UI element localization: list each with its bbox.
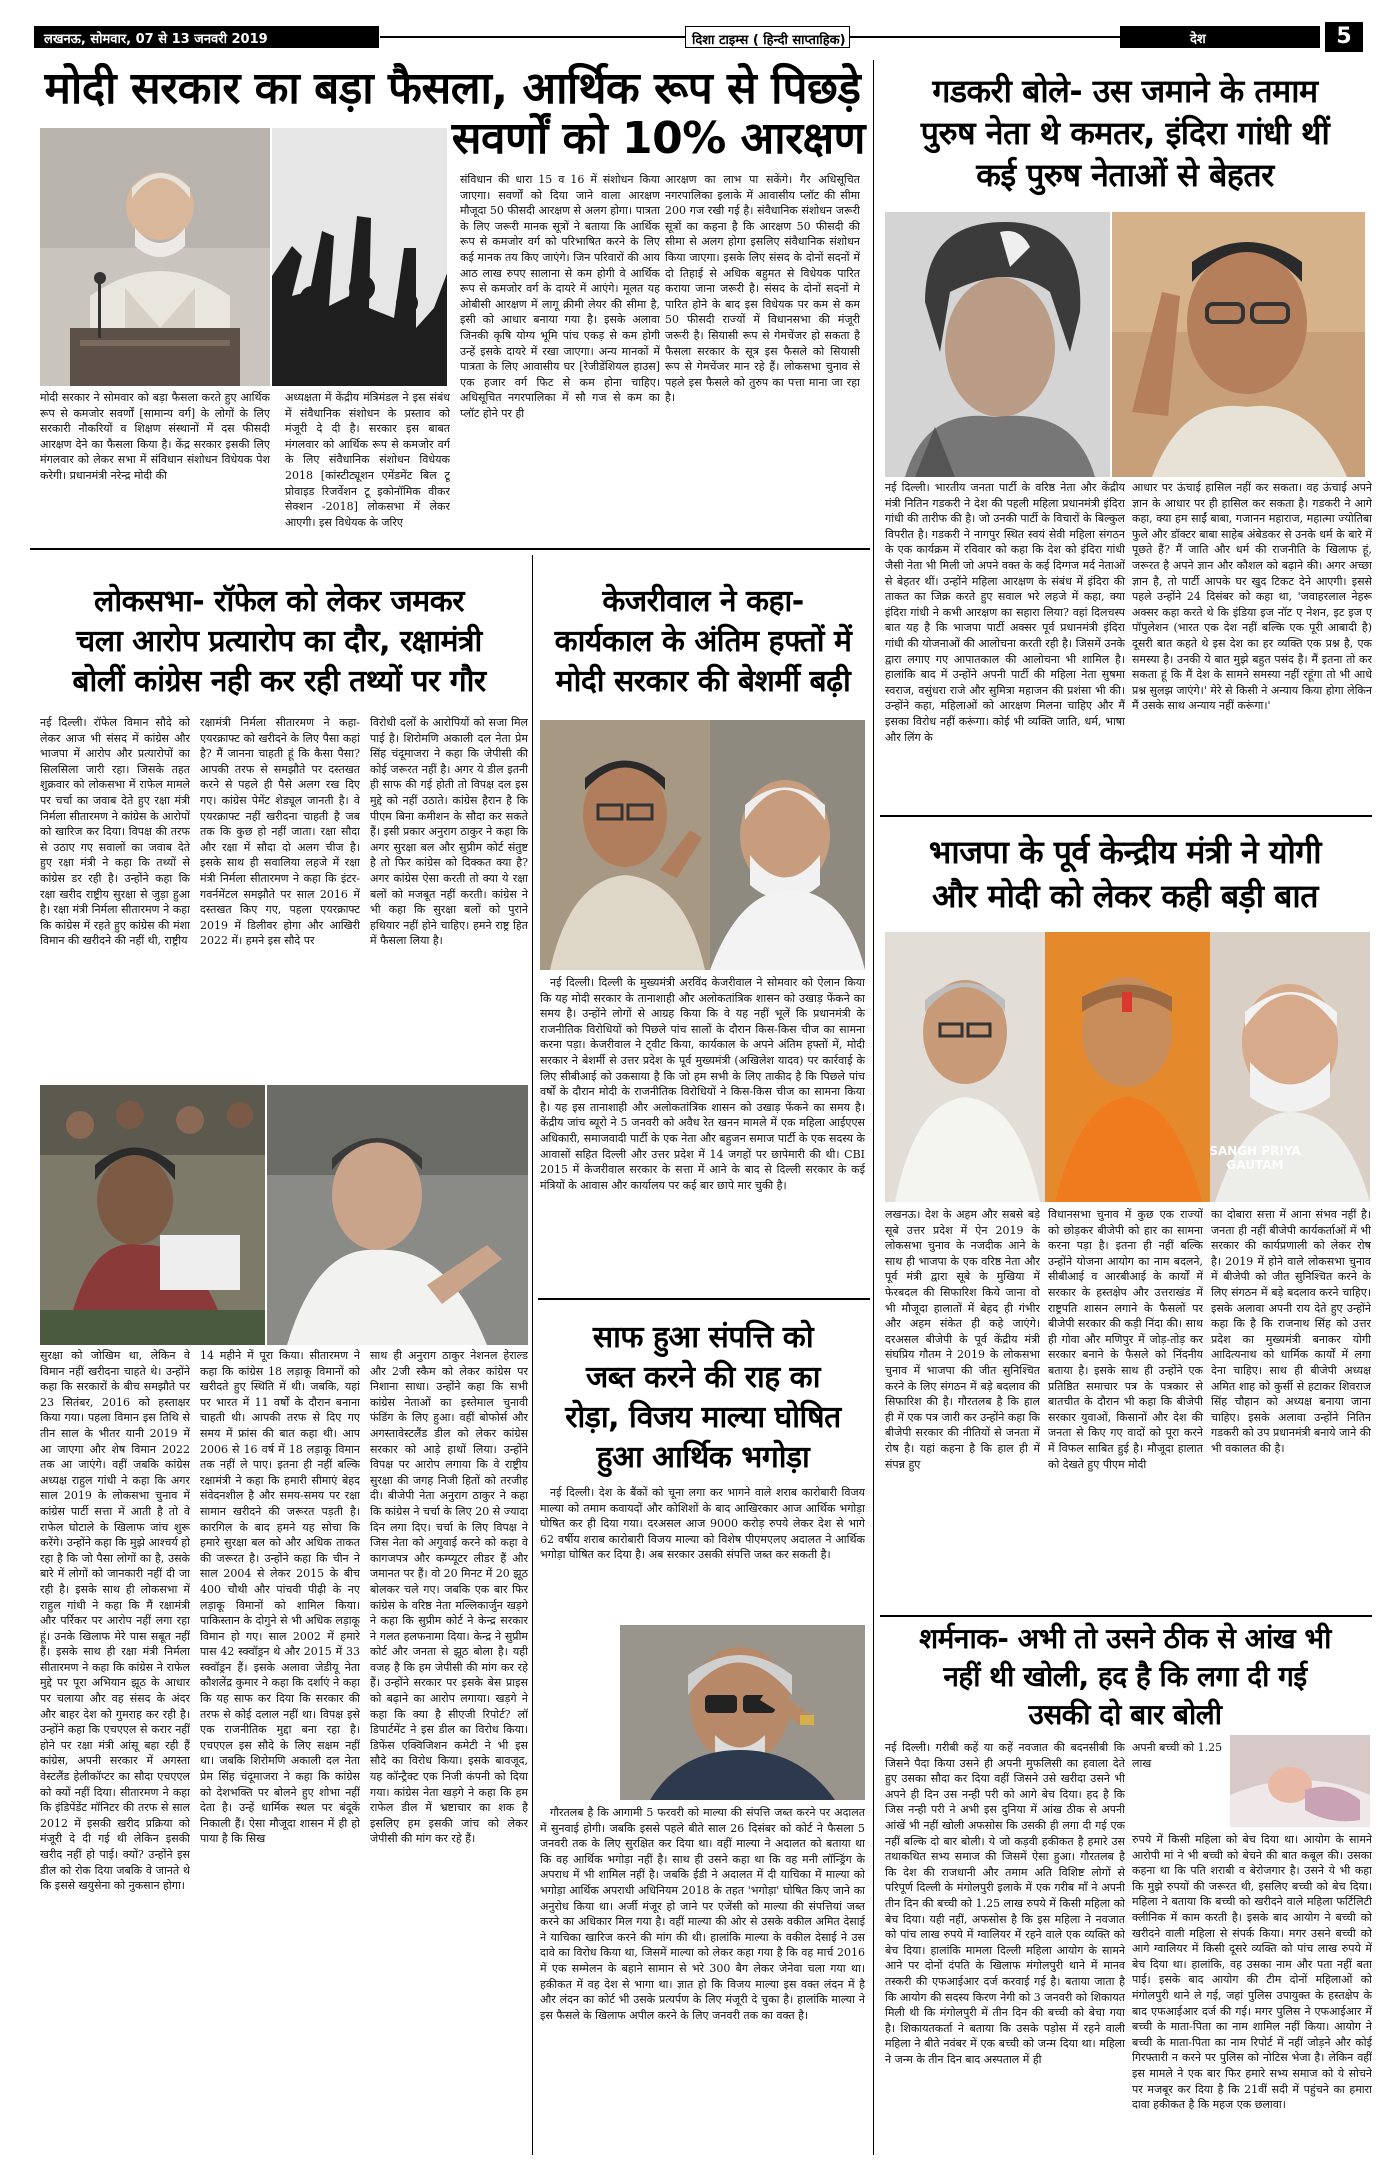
center-column-rule	[873, 60, 874, 2155]
story2-column-1: नई दिल्ली। भारतीय जनता पार्टी के वरिष्ठ नेता और केंद्रीय मंत्री नितिन गडकरी ने देश की पहली महिला प्रधानमंत्री इंदिरा गांधी की तारीफ की है। जो उनकी पार्टी के विचारों के बिल्कुल विपरीत है। गडकरी ने नागपुर स्थित स्वयं सेवी महिला संगठन के एक कार्यक्रम में रविवार को कहा कि देश को इंदिरा गांधी जैसी नेता भी मिली जो अपने वक्त के कई दिग्गज मर्द नेताओं से बेहतर थीं। उन्होंने महिला आरक्षण के संबंध में इंदिरा की ताकत का जिक्र करते हुए सवाल भरे लहजे में कहा, क्या इंदिरा गांधी ने कभी आरक्षण का सहारा लिया? वहां दिलचस्प बात यह है कि भाजपा पार्टी अक्सर पूर्व प्रधानमंत्री इंदिरा गांधी की योजनाओं की आलोचना करती रही है। जिसमें उनके द्वारा लगाए गए आपातकाल की आलोचना भी शामिल है। हालांकि बाद में उन्होंने अपनी पार्टी की महिला नेता सुषमा स्वराज, वसुंधरा राजे और सुमित्रा महाजन की प्रशंसा भी की। उन्होंने कहा, महिलाओं को आरक्षण मिलना चाहिए और मैं इसका विरोध नहीं करूंगा। कोई भी व्यक्ति जाति, धर्म, भाषा और लिंग के	[885, 481, 1125, 744]
nitin-gadkari-photo	[1112, 212, 1365, 477]
story6-headline-line1: भाजपा के पूर्व केन्द्रीय मंत्री ने योगी	[928, 833, 1322, 871]
story7-headline-line1: शर्मनाक- अभी तो उसने ठीक से आंख भी	[919, 1622, 1331, 1655]
story3-column-3: विरोधी दलों के आरोपियों को सजा मिल पाई है। शिरोमणि अकाली दल नेता प्रेम सिंह चंदूमाजरा ने कहा कि जेपीसी की कोई जरूरत नहीं है। अगर ये डील इतनी ही साफ की गई होती तो विपक्ष दल इस मुद्दे को नहीं उठाते। कांग्रेस हैरान है कि पीएम बिना कमीशन के सौदा कर सकते हैं। इसी प्रकार अनुराग ठाकुर ने कहा कि अगर सुरक्षा बल और सुप्रीम कोर्ट संतुष्ट है तो फिर कांग्रेस को दिक्कत क्या है? अगर कांग्रेस ऐसा करती तो क्या ये रक्षा बलों को मजबूत नहीं करती। कांग्रेस ने भी कहा कि सुरक्षा बलों को पुराने हथियार नहीं होने चाहिए। हमने राष्ट्र हित में फैसला लिया है।	[370, 716, 528, 948]
story5-headline-line3: रोड़ा, विजय माल्या घोषित	[565, 1400, 841, 1435]
story3-headline-line3: बोलीं कांग्रेस नही कर रही तथ्यों पर गौर	[72, 664, 486, 699]
vijay-mallya-photo	[620, 1625, 865, 1800]
dateline: लखनऊ, सोमवार, 07 से 13 जनवरी 2019	[34, 26, 379, 48]
story3-headline	[30, 582, 528, 702]
indira-gandhi-photo	[885, 212, 1110, 477]
paper-name: दिशा टाइम्स ( हिन्दी साप्ताहिक)	[685, 26, 850, 48]
story3-column-2: रक्षामंत्री निर्मला सीतारमण ने कहा- एयरक्राफ्ट को खरीदने के लिए पैसा कहां है? मैं जानना चाहती हूं कि कैसा पैसा? आपकी तरफ से समझौते पर दस्तखत करने से पहले ही पैसे अलग रख दिए गए। कांग्रेस पेमेंट शेड्यूल जानती है। वे एयरक्राफ्ट नहीं खरीदना चाहती है जब तक कि कुछ हो नहीं जाता। रक्षा सौदा और रक्षा में सौदा दो अलग चीज है। इसके साथ ही सवालिया लहजे में रक्षा मंत्री निर्मला सीतारमण ने कहा कि इंटर-गवर्नमेंटल समझौते पर साल 2016 में दस्तखत किए गए, पहला एयरक्राफ्ट 2019 में डिलीवर होगा और आखिरी 2022 में। हमने इस सौदे पर	[200, 716, 360, 948]
story4-headline-line2: कार्यकाल के अंतिम हफ्तों में	[554, 624, 852, 659]
story7-headline-line3: उसकी दो बार बोली	[1028, 1698, 1222, 1731]
story7-column-1: नई दिल्ली। गरीबी कहें या कहें नवजात की बदनसीबी कि जिसने पैदा किया उसने ही अपनी मुफलिसी का हवाला देते हुए उसका सौदा कर दिया वहीं जिसने उसे खरीदा उसने भी अपने ही दिन उस नन्ही परी को आगे बेच दिया। हद है कि जिस नन्ही परी ने अभी इस दुनिया में आंख ठीक से अपनी आंखें भी नहीं खोली अफसोस कि उसकी ही लगा दी गई एक नहीं बल्कि दो बार बोली। ये जो कड़वी हकीकत है हमारे उस तथाकथित सभ्य समाज की जिसमें ऐसा हुआ। गौरतलब है कि देश की राजधानी और तमाम अति विशिष्ट लोगों से परिपूर्ण दिल्ली के मंगोलपुरी इलाके में एक गरीब माँ ने अपनी तीन दिन की बच्ची को 1.25 लाख रुपये में किसी महिला को बेच दिया। यही नहीं, अफसोस है कि इस महिला ने नवजात को पांच लाख रुपये में ग्वालियर में रहने वाले एक व्यक्ति को बेच दिया। हालांकि मामला दिल्ली महिला आयोग के सामने आने पर दोनों दंपति के खिलाफ मंगोलपुरी थाने में मानव तस्करी की एफआईआर दर्ज करवाई गई है। बताया जाता है कि आयोग की सदस्य किरण नेगी को 3 जनवरी को शिकायत मिली थी कि मंगोलपुरी में तीन दिन की बच्ची को बेचा गया है। शिकायतकर्ता ने बताया कि उसके पड़ोस में रहने वाली महिला ने बीते नवंबर में एक बच्ची को जन्म दिया था। महिला ने जन्म के तीन दिन बाद अस्पताल में ही	[885, 1741, 1125, 2066]
story5-body: गौरतलब है कि आगामी 5 फरवरी को माल्या की संपत्ति जब्त करने पर अदालत में सुनवाई होगी। जबकि इससे पहले बीते साल 26 दिसंबर को कोर्ट ने फैसला 5 जनवरी तक के लिए सुरक्षित कर दिया था। वहीं माल्या ने अदालत को बताया था कि वह आर्थिक भगोड़ा नहीं है। साथ ही उसने कहा था कि वह मनी लॉन्ड्रिंग के अपराध में भी शामिल नहीं है। जबकि ईडी ने अदालत में दी याचिका में माल्या को भगोड़ा आर्थिक अपराधी अधिनियम 2018 के तहत 'भगोड़ा' घोषित किए जाने का अनुरोध किया था। अर्जी मंजूर हो जाने पर एजेंसी को माल्या की संपत्तियां जब्त करने का अधिकार मिल गया है। वहीं माल्या की ओर से उसके वकील अमित देसाई ने याचिका खारिज करने की मांग की थी। हालांकि माल्या के वकील देसाई ने उस दावे का विरोध किया था, जिसमें माल्या को लेकर कहा गया है कि वह मार्च 2016 में एक सम्मेलन के बहाने सामान से भरे 300 बैग लेकर जेनेवा चला गया था। हकीकत में वह देश से भागा था। ज्ञात हो कि विजय माल्या इस वक्त लंदन में है और लंदन का कोर्ट भी उसके प्रत्यर्पण के लिए मंजूरी दे चुका है। हालांकि माल्या ने इस फैसले के खिलाफ अपील करने के लिए जनवरी तक का वक्त है।	[540, 1806, 865, 2022]
kejriwal-modi-photo	[540, 720, 865, 970]
story6-bottom-rule	[880, 1615, 1372, 1617]
story3-headline-line2: चला आरोप प्रत्यारोप का दौर, रक्षामंत्री	[76, 624, 482, 659]
story2-headline-line3: कई पुरुष नेताओं से बेहतर	[976, 156, 1274, 194]
story7-headline	[880, 1620, 1370, 1734]
newborn-baby-photo	[1230, 1735, 1370, 1827]
story5-headline-line2: जब्त करने की राह का	[586, 1360, 820, 1395]
header-rule-right	[850, 36, 1120, 38]
story6-column-3: का दोबारा सत्ता में आना संभव नहीं है। जनता ही नहीं बीजेपी कार्यकर्ताओं में भी सरकार की कार्यप्रणाली को लेकर रोष है। 2019 में होने वाले लोकसभा चुनाव में बीजेपी को जीत सुनिश्चित करने के लिए संगठन में बड़े बदलाव करने चाहिए। इसके अलावा अपनी राय देते हुए उन्होंने कहा कि है कि राजनाथ सिंह को उत्तर प्रदेश का मुख्यमंत्री बनाकर योगी आदित्यनाथ को धार्मिक कार्यों में लगा देना चाहिए। साथ ही बीजेपी अध्यक्ष अमित शाह को कुर्सी से हटाकर शिवराज सिंह चौहान को अध्यक्ष बनाया जाना चाहिए। इसके अलावा उन्होंने नितिन गडकरी को उप प्रधानमंत्री बनाये जाने की भी वकालत की है।	[1211, 1208, 1371, 1455]
story7-column-2-top: अपनी बच्ची को 1.25 लाख	[1132, 1741, 1223, 1770]
story1-bottom-rule	[30, 548, 870, 550]
modi-podium-photo	[40, 128, 270, 386]
story4-bottom-rule	[538, 1298, 870, 1300]
story5-intro: नई दिल्ली। देश के बैंकों को चूना लगा कर भागने वाले शराब कारोबारी विजय माल्या को तमाम कवायदों और कोशिशों के बाद आखिरकार आज आर्थिक भगोड़ा घोषित कर ही दिया गया। दरअसल आज 9000 करोड़ रुपये लेकर देश से भागे 62 वर्षीय शराब कारोबारी विजय माल्या को विशेष पीएमएलए अदालत ने आर्थिक भगोड़ा घोषित कर दिया है। अब सरकार उसकी संपत्ति जब्त कर सकती है।	[540, 1486, 865, 1562]
story6-headline-line2: और मोदी को लेकर कही बड़ी बात	[932, 877, 1318, 915]
story5-headline	[538, 1318, 868, 1478]
gautam-yogi-modi-photo	[885, 932, 1370, 1202]
story6-column-2: विधानसभा चुनाव में कुछ एक राज्यों को छोड़कर बीजेपी को हार का सामना करना पड़ा है। इतना ही नहीं बल्कि उन्होंने योजना आयोग का नाम बदलने, सीबीआई व आरबीआई के कार्यों में सरकार के हस्तक्षेप और उत्तराखंड में राष्ट्रपति शासन लगाने के फैसलों पर बीजेपी सरकार की कड़ी निंदा की। साथ ही गोवा और मणिपुर में जोड़-तोड़ कर सरकार बनाने के फैसले को निंदनीय बताया है। इसके साथ ही उन्होंने एक प्रतिष्ठित समाचार पत्र के पत्रकार से बातचीत के दौरान भी कहा कि बीजेपी सरकार युवाओं, किसानों और देश की जनता से किए गए वादों को पूरा करने में विफल साबित हुई है। मौजूदा हालात को देखते हुए पीएम मोदी	[1048, 1208, 1203, 1471]
caption-line-2: GAUTAM	[1226, 1158, 1284, 1172]
story3-column-1: नई दिल्ली। रॉफेल विमान सौदे को लेकर आज भी संसद में कांग्रेस और भाजपा में आरोप और प्रत्यारोपों का सिलसिला जारी रहा। जिसके तहत शुक्रवार को लोकसभा में राफेल मामले पर चर्चा का जवाब देते हुए रक्षा मंत्री निर्मला सीतारमण ने कांग्रेस के आरोपों को खारिज कर दिया। विपक्ष की तरफ से उठाए गए सवालों का जवाब देते हुए रक्षा मंत्री ने कहा कि तथ्यों से कांग्रेस डर रही है। उन्होंने कहा कि रक्षा खरीद राष्ट्रीय सुरक्षा से जुड़ा हुआ है। रक्षा मंत्री निर्मला सीतारमण ने कहा कि कांग्रेस में रहते हुए कांग्रेस की मंशा विमान की खरीदने की नहीं थी, राष्ट्रीय	[40, 716, 190, 948]
sitharaman-parliament-photo	[40, 1085, 265, 1345]
story2-headline	[880, 70, 1370, 196]
story3-column-2b: 14 महीने में पूरा किया। सीतारमण ने कहा कि कांग्रेस 18 लड़ाकू विमानों को खरीदते हुए स्थिति में थी। जबकि, यहां पर भारत में 11 वर्षों के दौरान बनाना चाहती थी। आपकी तरफ से दिए गए समय में फ्रांस की बात कहा थी। आप 2006 से 16 वर्ष में 18 लड़ाकू विमान तक नहीं ले पाए। इतना ही नहीं बल्कि रक्षामंत्री ने कहा कि हमारी सीमाएं बेहद संवेदनशील है और समय-समय पर रक्षा सामान खरीदने की जरूरत पड़ती है। कारगिल के बाद हमने यह सोचा कि हमारे सुरक्षा बल को और अधिक ताकत की जरूरत है। उन्होंने कहा कि चीन ने साल 2004 से लेकर 2015 के बीच 400 चौथी और पांचवी पीढ़ी के नए लड़ाकू विमानों को शामिल किया। पाकिस्तान के दोगुने से भी अधिक लड़ाकू विमान हो गए। साल 2002 में हमारे पास 42 स्क्वॉड्रन थे और 2015 में 33 स्क्वॉड्रन हैं। इसके अलावा जेडीयू नेता कौशलेंद्र कुमार ने कहा कि दर्शाएं ने कहा कि यह साफ कर दिया कि सरकार की तरफ से कोई दलाल नहीं था। विपक्ष इसे एक राजनीतिक मुद्दा बना रहा है। एचएएल इस सौदे के लिए सक्षम नहीं था। जबकि शिरोमणि अकाली दल नेता प्रेम सिंह चंदूमाजरा ने कहा कि कांग्रेस को देशभक्ति पर बोलने हुए शोभा नहीं देता है। उन्हें धार्मिक स्थल पर बंदूकें निकाली हैं। ऐसा मौजूदा शासन में ही हो पाया है कि सिख	[200, 1349, 360, 1846]
story2-column-2: आधार पर ऊंचाई हासिल नहीं कर सकता। वह ऊंचाई अपने ज्ञान के आधार पर ही हासिल कर सकता है। गडकरी ने आगे कहा, क्या हम साईं बाबा, गजानन महाराज, महात्मा ज्योतिबा फुले और डॉक्टर बाबा साहेब अंबेडकर से उनके धर्म के बारे में पूछते हैं? मैं जाति और धर्म की राजनीति के खिलाफ हूं, जरूरत है अपने ज्ञान और कौशल को बढ़ाने की। अगर अच्छा ज्ञान है, तो पार्टी आपके घर खुद टिकट देने आएगी। इससे पहले उन्होंने 24 दिसंबर को कहा था, 'जवाहरलाल नेहरू अक्सर कहा करते थे कि इंडिया इज नॉट ए नेशन, इट इज ए पॉपुलेशन (भारत एक देश नहीं बल्कि एक पूरी आबादी है) दूसरी बात कहते थे इस देश का हर व्यक्ति एक प्रश्न है, एक समस्या है। उनकी ये बात मुझे बहुत पसंद है। मैं इतना तो कर सकता हूं कि मैं देश के सामने समस्या नहीं रहूंगा तो भी आधे प्रश्न सुलझ जाएंगे।' मेरे से किसी ने अन्याय किया होगा लेकिन मैं उसके साथ अन्याय नहीं करूंगा।'	[1132, 481, 1372, 713]
story1-column-3: संविधान की धारा 15 व 16 में संशोधन किया जाएगा। सवर्णों को दिया जाने वाला आरक्षण मौजूदा 50 फीसदी आरक्षण से अलग होगा। पात्रता के लिए जरूरी मानक सूत्रों ने बताया कि आर्थिक रूप से कमजोर वर्ग को परिभाषित करने के लिए कई मानक तय किए जाएंगे। जिन परिवारों की आय आठ लाख रुपए सालाना से कम होगी वे आर्थिक रूप से कमजोर वर्ग के दायरे में आएंगे। मूलत यह ओबीसी आरक्षण में लागू क्रीमी लेयर की सीमा है, इसी को आधार बनाया गया है। इसके अलावा जिनकी कृषि योग्य भूमि पांच एकड़ से कम होगी उन्हें इसके दायरे में रखा जाएगा। अन्य मानकों में पात्रता के लिए आवासीय घर [रेजीडेंशियल हाउस] एक हजार वर्ग फिट से कम होना चाहिए। अधिसूचित नगरपालिका में सौ गज से कम का प्लॉट होने पर ही	[460, 173, 660, 420]
page-number: 5	[1325, 22, 1363, 52]
story2-headline-line2: पुरुष नेता थे कमतर, इंदिरा गांधी थीं	[920, 114, 1330, 152]
protest-crowd-photo	[272, 128, 447, 386]
story7-column-2: रुपये में किसी महिला को बेच दिया था। आयोग के सामने आरोपी मां ने भी बच्ची को बेचने की बात कबूल की। उसका कहना था कि पति शराबी व बेरोजगार है। उसने ये भी कहा कि मुझे रुपयों की जरूरत थी, इसलिए बच्ची को बेच दिया। महिला ने बताया कि बच्ची को खरीदने वाले महिला फर्टिलिटी क्लीनिक में काम करती है। इसके बाद आयोग ने बच्ची को खरीदने वाली महिला से संपर्क किया। मगर उसने बच्ची को आगे ग्वालियर में किसी दूसरे व्यक्ति को पांच लाख रुपये में बेच दिया था। हालांकि, वह उसका नाम और पता नहीं बता पाई। इसके बाद आयोग की टीम दोनों महिलाओं को मंगोलपुरी थाने ले गई, जहां पुलिस उपायुक्त के हस्तक्षेप के बाद एफआईआर दर्ज की गई। मगर पुलिस ने एफआईआर में बच्ची के माता-पिता का नाम शामिल नहीं किया। आयोग ने बच्ची के माता-पिता का नाम रिपोर्ट में नहीं जोड़ने और कोई गिरफ्तारी न करने पर पुलिस को नोटिस भेजा है। लेकिन वहीं इस मामले ने एक बार फिर हमारे सभ्य समाज को ये सोचने पर मजबूर कर दिया है कि 21वीं सदी में पहुंचने का हमारा दावा हकीकत है कि महज एक छलावा।	[1132, 1833, 1372, 2112]
story2-bottom-rule	[880, 815, 1372, 817]
story4-headline-line1: केजरीवाल ने कहा-	[602, 584, 804, 619]
caption-line-1: SANGH PRIYA	[1209, 1144, 1301, 1158]
story5-headline-line4: हुआ आर्थिक भगोड़ा	[596, 1440, 810, 1475]
section-name: देश	[1120, 26, 1320, 48]
story3-column-1b: सुरक्षा को जोखिम था, लेकिन वे विमान नहीं खरीदना चाहते थे। उन्होंने कहा कि सरकारों के बीच समझौते पर 23 सितंबर, 2016 को हस्ताक्षर किया गया। पहला विमान इस तिथि से तीन साल के भीतर यानी 2019 में आ जाएगा और शेष विमान 2022 तक आ जाएंगे। वहीं जबकि कांग्रेस अध्यक्ष राहुल गांधी ने कहा कि अगर साल 2019 के लोकसभा चुनाव में कांग्रेस पार्टी सत्ता में आती है तो वे राफेल घोटाले के खिलाफ जांच शुरू करेंगे। उन्होंने कहा कि मुझे आश्चर्य हो रहा है कि जो पैसा लोगों का है, उसके बारे में लोगों को जानकारी नहीं दी जा रही है। इसके साथ ही लोकसभा में राहुल गांधी ने कहा कि मैं रक्षामंत्री और पर्रिकर पर आरोप नहीं लगा रहा हूं। उनके खिलाफ मेरे पास सबूत नहीं हैं। इसके साथ ही रक्षा मंत्री निर्मला सीतारमण ने कहा कि कांग्रेस ने राफेल मुद्दे पर पूरा अभियान झूठ के आधार पर चलाया और वह संसद के अंदर और बाहर देश को गुमराह कर रही है। उन्होंने कहा कि एचएएल से करार नहीं होने पर रक्षा मंत्री आंसू बहा रही हैं कांग्रेस, अपनी सरकार में अगस्ता वेस्टलैंड हेलीकॉप्टर का सौदा एचएएल को क्यों नहीं दिया। सीतारमण ने कहा कि इंडिपेंडेंट मॉनिटर की तरफ से साल 2012 में इसकी खरीद प्रक्रिया को मंजूरी दे दी गई थी लेकिन इसकी खरीद नहीं हो पाई। क्यों? उन्होंने इस डील को रोक दिया जबकि वे जानते थे कि इससे खयुसेना को नुकसान होगा।	[40, 1349, 190, 1893]
story7-headline-line2: नहीं थी खोली, हद है कि लगा दी गई	[943, 1660, 1307, 1693]
story2-headline-line1: गडकरी बोले- उस जमाने के तमाम	[932, 72, 1318, 110]
photo-name-caption	[1195, 1144, 1315, 1172]
header-rule-left	[380, 36, 685, 38]
page-header	[0, 0, 1400, 48]
story5-headline-line1: साफ हुआ संपत्ति को	[592, 1320, 814, 1355]
story6-headline	[880, 830, 1370, 918]
story1-headline-line2: सवर्णों को 10% आरक्षण	[451, 113, 865, 164]
rahul-gandhi-photo	[267, 1085, 528, 1345]
story1-column-2: अध्यक्षता में केंद्रीय मंत्रिमंडल ने इस संबंध में संवैधानिक संशोधन के प्रस्ताव को मंजूरी दे दी है। सरकार इस बाबत मंगलवार को आर्थिक रूप से कमजोर वर्ग के लिए संवैधानिक संशोधन विधेयक 2018 [कांस्टीट्यूशन एमेंडमेंट बिल टू प्रोवाइड रिजर्वेशन टू इकोनॉमिक वीकर सेक्शन -2018] लोकसभा में लेकर आएगी। इस विधेयक के जरिए	[285, 391, 450, 529]
story4-body: नई दिल्ली। दिल्ली के मुख्यमंत्री अरविंद केजरीवाल ने सोमवार को ऐलान किया कि यह मोदी सरकार के तानाशाही और अलोकतांत्रिक शासन को उखाड़ फेंकने का समय है। उन्होंने लोगों से आग्रह किया कि वे यह नहीं भूलें कि प्रधानमंत्री के राजनीतिक विरोधियों को पिछले पांच सालों के दौरान किस-किस चीज का सामना करना पड़ा। केजरीवाल ने ट्वीट किया, कार्यकाल के अपने अंतिम हफ्तों में, मोदी सरकार ने बेशर्मी से उत्तर प्रदेश के पूर्व मुख्यमंत्री (अखिलेश यादव) पर कार्रवाई के लिए सीबीआई को उकसाया है कि जो हम सभी के लिए ताकीद है कि पिछले पांच वर्षों के दौरान मोदी के राजनीतिक विरोधियों ने किस-किस चीज का सामना किया है। यह इस तानाशाही और अलोकतांत्रिक शासन को उखाड़ फेंकने का समय है। केंद्रीय जांच ब्यूरो ने 5 जनवरी को अवैध रेत खनन मामले में एक महिला आईएएस अधिकारी, समाजवादी पार्टी के एक नेता और बहुजन समाज पार्टी के एक सदस्य के आवासों सहित दिल्ली और उत्तर प्रदेश में 14 जगहों पर छापेमारी की थी। CBI 2015 में केजरीवाल सरकार के सत्ता में आने के बाद से दिल्ली सरकार के कई मंत्रियों के आवास और कार्यालय पर कई बार छापे मार चुकी है।	[540, 976, 865, 1192]
story3-right-rule	[532, 555, 533, 2155]
story4-headline	[538, 582, 868, 702]
story3-headline-line1: लोकसभा- रॉफेल को लेकर जमकर	[94, 584, 464, 619]
story4-headline-line3: मोदी सरकार की बेशर्मी बढ़ी	[555, 664, 851, 699]
story6-column-1: लखनऊ। देश के अहम और सबसे बड़े सूबे उत्तर प्रदेश में ऐन 2019 के लोकसभा चुनाव के नजदीक आने के साथ ही भाजपा के एक वरिष्ठ नेता और पूर्व मंत्री द्वारा सूबे के मुखिया में फेरबदल की सिफारिश किये जाना वो भी मौजूदा हालातों में बेहद ही गंभीर और अहम संकेत ही कहे जाएंगे। दरअसल बीजेपी के पूर्व केंद्रीय मंत्री संघप्रिय गौतम ने 2019 के लोकसभा चुनाव में भाजपा की जीत सुनिश्चित करने के लिए संगठन में बड़े बदलाव की सिफारिश की है। गौरतलब है कि हाल ही में एक पत्र जारी कर उन्होंने कहा कि बीजेपी सरकार की नीतियों से जनता में रोष है। यहां कहना है कि हाल ही में संपन्न हुए	[885, 1208, 1040, 1471]
story1-column-1: मोदी सरकार ने सोमवार को बड़ा फैसला करते हुए आर्थिक रूप से कमजोर सवर्णों [सामान्य वर्ग] के लोगों के लिए सरकारी नौकरियों व शिक्षण संस्थानों में दस फीसदी आरक्षण देने का फैसला किया है। केंद्र सरकार इसकी लिए मंगलवार को लेकर सभा में संविधान संशोधन विधेयक पेश करेगी। प्रधानमंत्री नरेन्द्र मोदी की	[40, 391, 270, 482]
story1-headline-line1: मोदी सरकार का बड़ा फैसला, आर्थिक रूप से पिछड़े	[44, 63, 861, 114]
story1-column-4: आरक्षण का लाभ पा सकेंगे। गैर अधिसूचित नगरपालिका इलाके में आवासीय प्लॉट की सीमा 200 गज रखी गई है। संवैधानिक संशोधन जरूरी सूत्रों का कहना है कि आरक्षण 50 फीसदी की सीमा से अलग होगा इसलिए संवैधानिक संशोधन किया जाएगा। इसके लिए संसद के दोनों सदनों में दो तिहाई से अधिक बहुमत से विधेयक पारित कराया जाना जरूरी है। संसद के दोनों सदनों मे पारित होने के बाद इस विधेयक पर कम से कम 50 फीसदी राज्यों में विधानसभा की मंजूरी जरूरी है। सियासी रूप से गेमचेंजर हो सकता है फैसला सरकार के सूत्र इस फैसले को सियासी रूप से गेमचेंजर मान रहे हैं। लोकसभा चुनाव से पहले इस फैसले को तुरुप का पत्ता माना जा रहा है।	[665, 173, 860, 405]
story3-column-3b: साथ ही अनुराग ठाकुर नेशनल हेराल्ड और 2जी स्कैम को लेकर कांग्रेस पर निशाना साधा। उन्होंने कहा कि सभी कांग्रेस नेताओं का इस्तेमाल चुनावी फंडिंग के लिए हुआ। वहीं बोफोर्स और अगस्तावेस्टलैंड डील को लेकर कांग्रेस सरकार को आड़े हाथों लिया। उन्होंने विपक्ष पर आरोप लगाया कि वे राष्ट्रीय सुरक्षा की जगह निजी हितों को तरजीह दी। बीजेपी नेता अनुराग ठाकुर ने कहा कि कांग्रेस ने चर्चा के लिए 20 से ज्यादा दिन लगा दिए। चर्चा के लिए विपक्ष ने जिस नेता को अगुवाई करने को कहा वे कागजपत्र और कम्प्यूटर लीडर हैं और जमानत पर हैं। वो 20 मिनट में 20 झूठ बोलकर चले गए। जबकि एक बार फिर कांग्रेस के वरिष्ठ नेता मल्लिकार्जुन खड़गे ने कहा कि सुप्रीम कोर्ट ने केन्द्र सरकार ने गलत हलफनामा दिया। केन्द्र ने सुप्रीम कोर्ट और जनता से झूठ बोला है। यही वजह है कि हम जेपीसी की मांग कर रहे हैं। उन्होंने सरकार पर इसके बेस प्राइस को बढ़ाने का आरोप लगाया। खड़गे ने कहा कि क्या है सीएजी रिपोर्ट? लॉ डिपार्टमेंट ने इस डील का विरोध किया। डिफेंस एक्विजिशन कमेटी ने भी इस सौदे का विरोध किया। इसके बावजूद, यह कॉन्ट्रैक्ट एक निजी कंपनी को दिया गया। कांग्रेस नेता खड़गे ने कहा कि हम राफेल डील में भ्रष्टाचार का शक है इसलिए हम इसकी जांच को लेकर जेपीसी की मांग कर रहे हैं।	[370, 1349, 528, 1846]
